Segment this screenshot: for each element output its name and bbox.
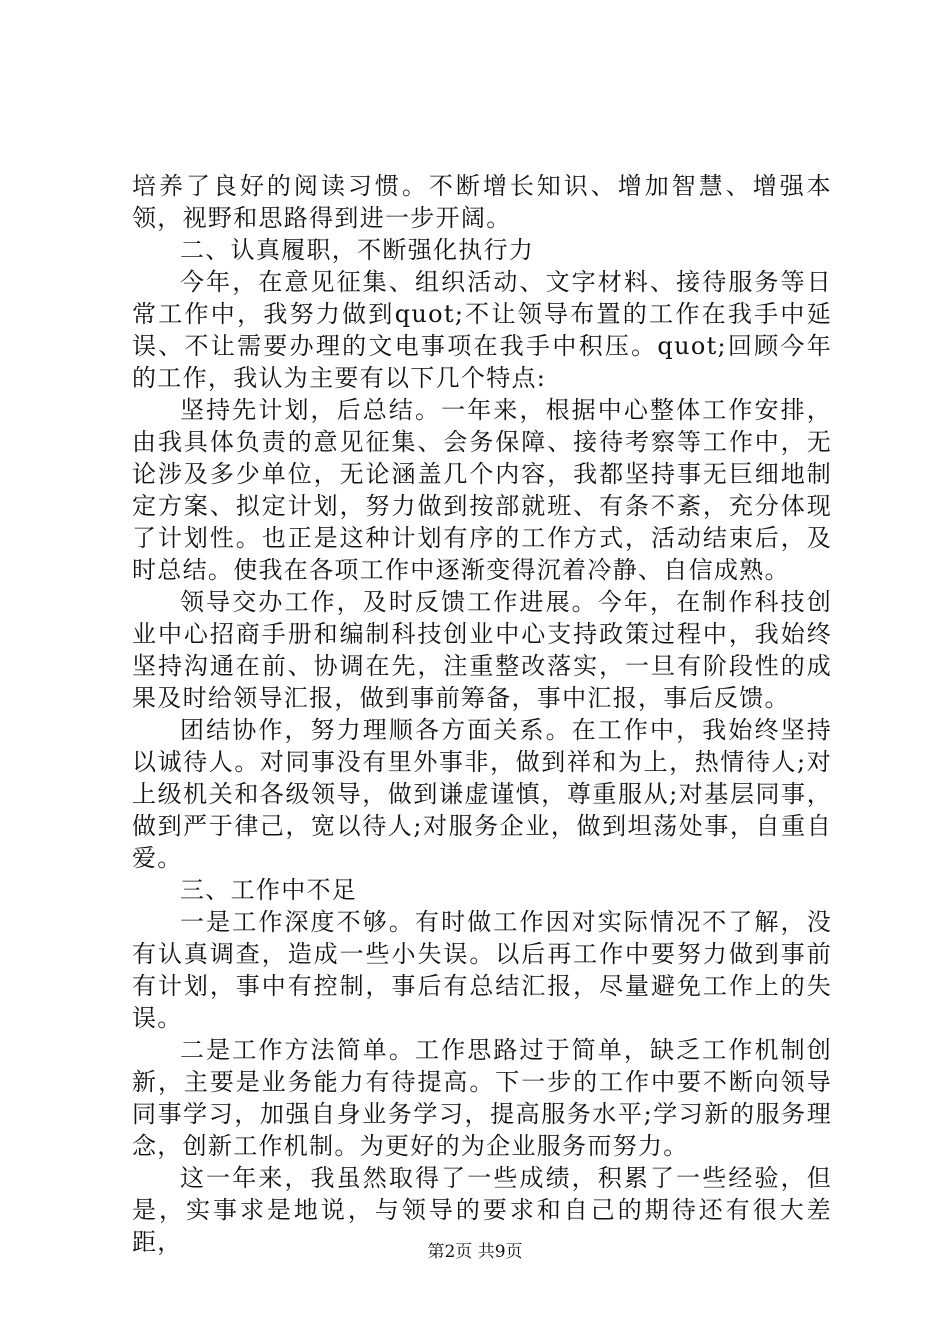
paragraph-summary: 这一年来，我虽然取得了一些成绩，积累了一些经验，但是，实事求是地说，与领导的要求和自己的期待还有很大差距， xyxy=(132,1164,832,1256)
paragraph-feedback: 领导交办工作，及时反馈工作进展。今年，在制作科技创业中心招商手册和编制科技创业中心支持政策过程中，我始终坚持沟通在前、协调在先，注重整改落实，一旦有阶段性的成果及时给领导汇报，做到事前筹备，事中汇报，事后反馈。 xyxy=(132,588,832,712)
section-heading-2: 二、认真履职，不断强化执行力 xyxy=(180,236,535,264)
paragraph-intro: 今年，在意见征集、组织活动、文字材料、接待服务等日常工作中，我努力做到quot;不让领导布置的工作在我手中延误、不让需要办理的文电事项在我手中积压。quot;回顾今年的工作，我认为主要有以下几个特点: xyxy=(132,268,832,392)
paragraph-planning: 坚持先计划，后总结。一年来，根据中心整体工作安排，由我具体负责的意见征集、会务保障、接待考察等工作中，无论涉及多少单位，无论涵盖几个内容，我都坚持事无巨细地制定方案、拟定计划，努力做到按部就班、有条不紊，充分体现了计划性。也正是这种计划有序的工作方式，活动结束后，及时总结。使我在各项工作中逐渐变得沉着冷静、自信成熟。 xyxy=(132,396,832,584)
section-heading-3: 三、工作中不足 xyxy=(180,876,358,904)
paragraph-continuation: 培养了良好的阅读习惯。不断增长知识、增加智慧、增强本领，视野和思路得到进一步开阔。 xyxy=(132,172,832,232)
paragraph-shortcoming-2: 二是工作方法简单。工作思路过于简单，缺乏工作机制创新，主要是业务能力有待提高。下一步的工作中要不断向领导同事学习，加强自身业务学习，提高服务水平;学习新的服务理念，创新工作机制。为更好的为企业服务而努力。 xyxy=(132,1036,832,1160)
document-body xyxy=(132,170,832,1258)
paragraph-shortcoming-1: 一是工作深度不够。有时做工作因对实际情况不了解，没有认真调查，造成一些小失误。以后再工作中要努力做到事前有计划，事中有控制，事后有总结汇报，尽量避免工作上的失误。 xyxy=(132,908,832,1032)
paragraph-teamwork: 团结协作，努力理顺各方面关系。在工作中，我始终坚持以诚待人。对同事没有里外事非，做到祥和为上，热情待人;对上级机关和各级领导，做到谦虚谨慎，尊重服从;对基层同事，做到严于律己，宽以待人;对服务企业，做到坦荡处事，自重自爱。 xyxy=(132,716,832,872)
page-number-footer: 第2页 共9页 xyxy=(427,1242,523,1262)
